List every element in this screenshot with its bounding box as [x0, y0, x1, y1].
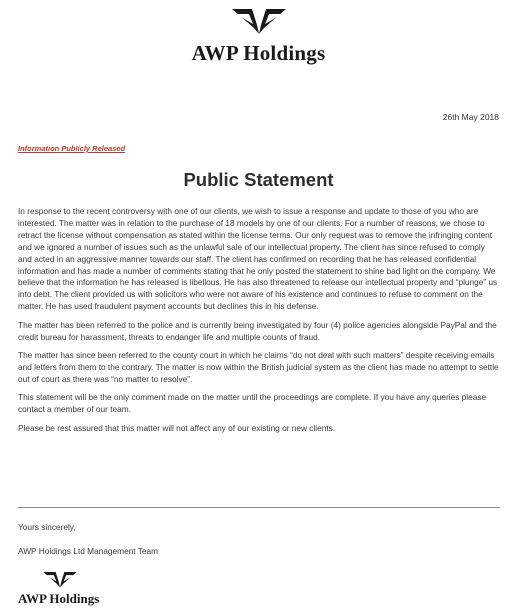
- closing-block: [18, 522, 158, 570]
- paragraph: Please be rest assured that this matter will not affect any of our existing or new clients.: [18, 422, 336, 433]
- release-tag-link[interactable]: Information Publicly Released: [18, 144, 126, 153]
- paragraph: In response to the recent controversy with one of our clients, we wish to issue a response and update to those of you who are interested. The matter was in relation to the purchase of 18 models by one of our clients. For a number of reasons, we chose to retract the license without compensation as stated within the license terms. Our only request was to remove the infringing content and we ignored a number of issues such as the unlawful sale of our intellectual property. The client has since refused to comply and acted in an aggressive manner towards our staff. The client has confirmed on recording that he has released confidential information and has made a number of comments stating that he only posted the statement to shine bad light on the company. We believe that the information he has released is libellous. He has also threatened to release our intellectual property and “plunge” us into debt. The client provided us with solicitors who were not aware of his existence and continues to refuse to comment on the matter. He has used fraudulent payment accounts but declines this in his defense.: [18, 206, 498, 312]
- statement-body: [18, 206, 500, 441]
- company-name: AWP Holdings: [191, 41, 326, 65]
- footer-logo: [18, 570, 118, 607]
- header-logo: [0, 6, 517, 66]
- divider: [18, 507, 500, 508]
- wings-logo-icon: [42, 570, 78, 589]
- paragraph: The matter has since been referred to the county court in which he claims “do not deal with such matters” despite receiving emails and letters from them to the contrary. The matter is now within the British judicial system as the client has made no attempt to settle out of court as there was “no matter to resolve”.: [18, 349, 499, 384]
- page-title: Public Statement: [183, 169, 334, 190]
- signatory: AWP Holdings Ltd Management Team: [18, 545, 159, 556]
- footer-company-name: AWP Holdings: [18, 591, 100, 606]
- paragraph: This statement will be the only comment made on the matter until the proceedings are complete. If you have any queries please contact a member of our team.: [18, 392, 487, 415]
- statement-date: 26th May 2018: [442, 112, 499, 122]
- wings-logo-icon: [230, 6, 288, 36]
- salutation: Yours sincerely,: [18, 522, 76, 532]
- paragraph: The matter has been referred to the police and is currently being investigated by four (4) police agencies alongside PayPal and the credit bureau for harassment, threats to endanger life and multiple counts of fraud.: [18, 319, 497, 342]
